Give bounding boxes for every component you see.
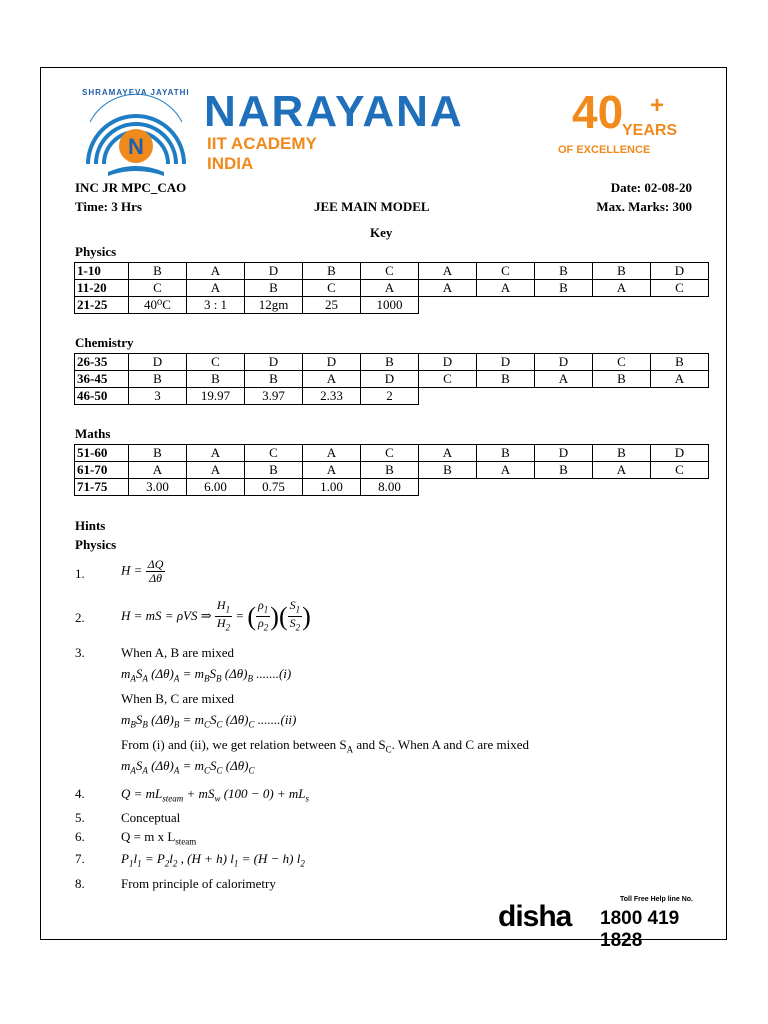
disha-brand: disha	[498, 900, 572, 933]
row-label: 46-50	[75, 388, 129, 405]
hint-number: 8.	[75, 876, 85, 891]
table-row	[75, 354, 709, 371]
answer-cell: 3 : 1	[187, 297, 245, 314]
answer-cell: A	[477, 280, 535, 297]
hint-number: 5.	[75, 810, 85, 825]
brand-name: NARAYANA	[204, 87, 464, 136]
row-label: 36-45	[75, 371, 129, 388]
years-word: YEARS	[622, 122, 678, 139]
hints-subject: Physics	[75, 537, 117, 552]
answer-cell: C	[651, 462, 709, 479]
answer-cell: A	[419, 263, 477, 280]
answer-cell: A	[303, 371, 361, 388]
answer-cell: B	[129, 445, 187, 462]
svg-text:N: N	[128, 134, 144, 159]
answer-cell: B	[651, 354, 709, 371]
hint-formula: H = mS = ρVS ⇒ $\frac{H_1}{H_2}$ = ( $\frac{\rho_1}{\rho_2}$ )( $\frac{S_1}{S_2}$ )	[121, 598, 311, 633]
answer-cell: C	[419, 371, 477, 388]
hint-3	[75, 645, 695, 781]
table-row	[75, 462, 709, 479]
answer-cell: A	[419, 445, 477, 462]
answer-cell: C	[361, 263, 419, 280]
answer-cell: A	[651, 371, 709, 388]
answer-cell: 3.00	[129, 479, 187, 496]
hint-number: 4.	[75, 786, 85, 801]
chemistry-title: Chemistry	[75, 335, 134, 350]
hint-text: Q = m x $L_{steam}$	[121, 829, 197, 847]
answer-cell: A	[593, 280, 651, 297]
hint-formula: $m_AS_A$ $(\Delta\theta)_A = m_CS_C$ $(\Delta\theta)_C$	[121, 758, 255, 776]
answer-cell: B	[419, 462, 477, 479]
answer-cell: A	[303, 462, 361, 479]
emblem-arc-text: SHRAMAYEVA JAYATHI	[82, 88, 190, 97]
answer-cell: B	[245, 462, 303, 479]
answer-cell: 12gm	[245, 297, 303, 314]
answer-cell: A	[419, 280, 477, 297]
hint-text: From principle of calorimetry	[121, 876, 276, 891]
answer-cell: D	[419, 354, 477, 371]
years-of-excellence-badge	[558, 86, 678, 162]
answer-cell: 2	[361, 388, 419, 405]
hint-number: 3.	[75, 645, 85, 660]
answer-cell: B	[593, 445, 651, 462]
answer-cell: C	[129, 280, 187, 297]
answer-cell: A	[187, 462, 245, 479]
hint-number: 7.	[75, 851, 85, 866]
answer-cell: B	[477, 371, 535, 388]
narayana-emblem-logo	[74, 86, 198, 178]
answer-cell: B	[245, 371, 303, 388]
answer-cell: D	[303, 354, 361, 371]
maths-key-table	[74, 444, 709, 496]
answer-cell: 40⁰C	[129, 297, 187, 314]
answer-cell: 19.97	[187, 388, 245, 405]
answer-cell: 1.00	[303, 479, 361, 496]
maths-title: Maths	[75, 426, 111, 441]
row-label: 21-25	[75, 297, 129, 314]
answer-cell: D	[129, 354, 187, 371]
table-row	[75, 371, 709, 388]
answer-cell: D	[535, 445, 593, 462]
hint-1	[75, 558, 695, 594]
answer-cell: A	[129, 462, 187, 479]
hint-formula: $m_BS_B$ $(\Delta\theta)_B = m_CS_C$ $(\Delta\theta)_C$ .......(ii)	[121, 712, 297, 730]
brand-sub-academy: IIT ACADEMY	[207, 134, 317, 153]
answer-cell: D	[361, 371, 419, 388]
answer-cell: C	[593, 354, 651, 371]
table-row	[75, 263, 709, 280]
exam-time: Time: 3 Hrs	[75, 199, 142, 214]
hint-text: When B, C are mixed	[121, 691, 234, 706]
answer-cell: B	[593, 263, 651, 280]
hint-text: When A, B are mixed	[121, 645, 234, 660]
key-title: Key	[370, 225, 393, 240]
max-marks: Max. Marks: 300	[596, 199, 692, 214]
row-label: 71-75	[75, 479, 129, 496]
answer-cell: 3	[129, 388, 187, 405]
answer-cell: D	[535, 354, 593, 371]
table-row	[75, 388, 709, 405]
disha-logo	[498, 896, 724, 951]
row-label: 26-35	[75, 354, 129, 371]
table-row	[75, 297, 709, 314]
answer-cell: B	[593, 371, 651, 388]
table-row	[75, 280, 709, 297]
answer-cell: B	[187, 371, 245, 388]
hint-formula: $Q = mL_{steam} + mS_w$ $(100 - 0) + mL_s$	[121, 786, 310, 804]
answer-cell: B	[361, 354, 419, 371]
table-row	[75, 445, 709, 462]
hints-title: Hints	[75, 518, 106, 533]
hint-formula: $P_1l_1 = P_2l_2$ , (H + h) $l_1 = (H - h)$ $l_2$	[121, 851, 305, 869]
answer-cell: B	[477, 445, 535, 462]
years-number: 40	[572, 86, 624, 138]
row-label: 61-70	[75, 462, 129, 479]
answer-cell: A	[303, 445, 361, 462]
hint-number: 6.	[75, 829, 85, 844]
physics-key-table	[74, 262, 709, 314]
helpline-number: 1800 419 1828	[600, 908, 680, 951]
hint-8	[75, 876, 695, 894]
answer-cell: B	[129, 263, 187, 280]
answer-cell: A	[593, 462, 651, 479]
hint-text: From (i) and (ii), we get relation between $S_A$ and $S_C$. When A and C are mixed	[121, 737, 529, 755]
hint-2	[75, 599, 695, 639]
exam-model: JEE MAIN MODEL	[314, 199, 430, 214]
answer-cell: D	[477, 354, 535, 371]
answer-cell: B	[535, 462, 593, 479]
row-label: 11-20	[75, 280, 129, 297]
answer-cell: A	[477, 462, 535, 479]
answer-cell: D	[245, 263, 303, 280]
answer-cell: 8.00	[361, 479, 419, 496]
answer-cell: D	[651, 263, 709, 280]
answer-cell: B	[535, 280, 593, 297]
physics-title: Physics	[75, 244, 117, 259]
years-tagline: OF EXCELLENCE	[558, 144, 651, 156]
answer-cell: B	[303, 263, 361, 280]
hint-4	[75, 786, 695, 806]
answer-cell: B	[129, 371, 187, 388]
hint-number: 1.	[75, 566, 85, 581]
table-row	[75, 479, 709, 496]
answer-cell: A	[187, 280, 245, 297]
answer-cell: C	[245, 445, 303, 462]
hint-formula: H = $\frac{\Delta Q}{\Delta\theta}$	[121, 557, 164, 585]
hint-number: 2.	[75, 610, 85, 625]
hint-text: Conceptual	[121, 810, 181, 825]
answer-cell: B	[361, 462, 419, 479]
row-label: 51-60	[75, 445, 129, 462]
answer-cell: C	[303, 280, 361, 297]
answer-cell: 25	[303, 297, 361, 314]
exam-date: Date: 02-08-20	[610, 180, 692, 195]
answer-cell: A	[187, 263, 245, 280]
hint-7	[75, 851, 695, 871]
course-code: INC JR MPC_CAO	[75, 180, 187, 195]
years-plus: +	[650, 92, 665, 119]
answer-cell: A	[187, 445, 245, 462]
answer-cell: A	[361, 280, 419, 297]
answer-cell: C	[361, 445, 419, 462]
answer-cell: 3.97	[245, 388, 303, 405]
brand-sub-india: INDIA	[207, 154, 254, 173]
helpline-tagline: Toll Free Help line No.	[620, 896, 693, 903]
answer-cell: C	[651, 280, 709, 297]
answer-cell: D	[245, 354, 303, 371]
hint-6	[75, 829, 695, 847]
hint-formula: $m_AS_A$ $(\Delta\theta)_A = m_BS_B$ $(\Delta\theta)_B$ .......(i)	[121, 666, 292, 684]
answer-cell: C	[477, 263, 535, 280]
hint-5	[75, 810, 695, 828]
answer-cell: 0.75	[245, 479, 303, 496]
answer-cell: 2.33	[303, 388, 361, 405]
answer-cell: C	[187, 354, 245, 371]
answer-cell: D	[651, 445, 709, 462]
answer-cell: A	[535, 371, 593, 388]
answer-cell: 6.00	[187, 479, 245, 496]
answer-cell: B	[245, 280, 303, 297]
row-label: 1-10	[75, 263, 129, 280]
answer-cell: B	[535, 263, 593, 280]
chemistry-key-table	[74, 353, 709, 405]
answer-cell: 1000	[361, 297, 419, 314]
